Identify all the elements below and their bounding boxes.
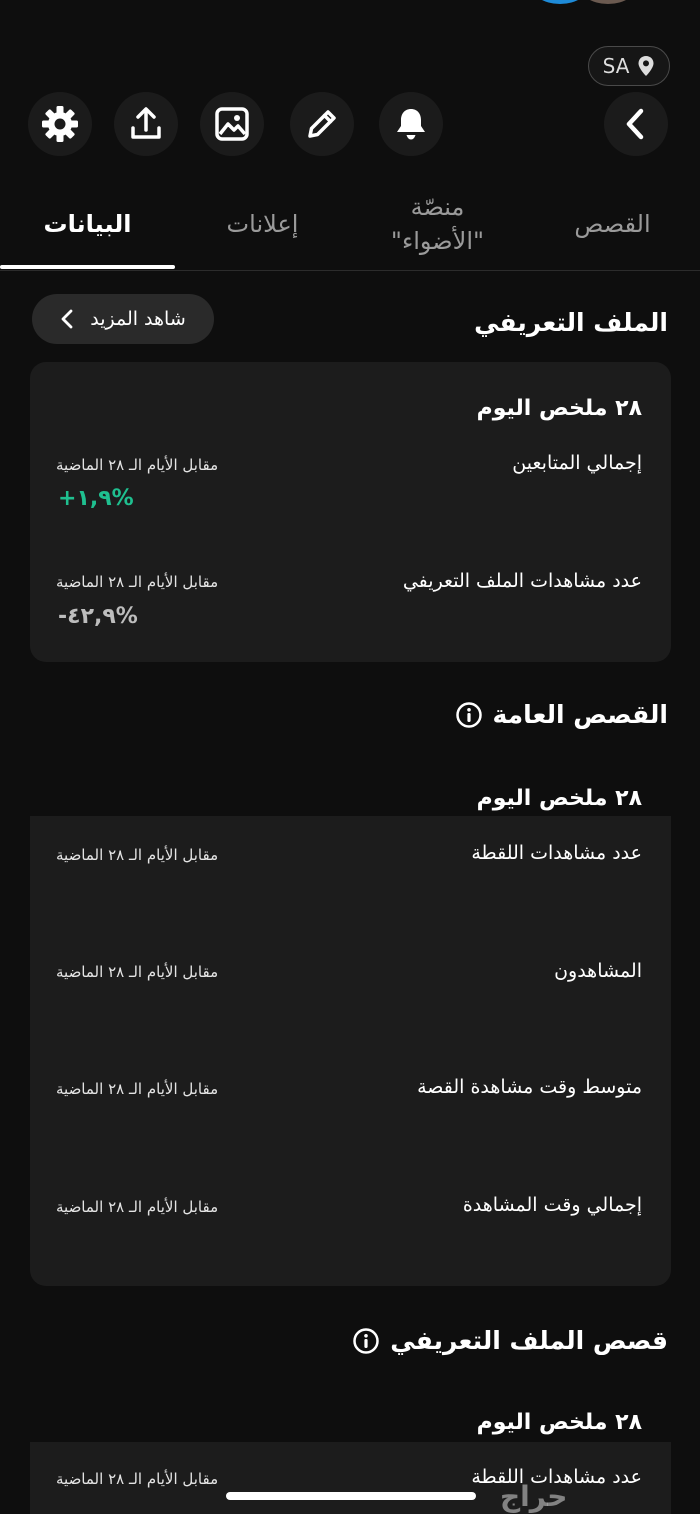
metric-label: متوسط وقت مشاهدة القصة [417, 1076, 642, 1098]
settings-icon [40, 104, 80, 144]
edit-icon [302, 104, 342, 144]
section-title-text: قصص الملف التعريفي [390, 1326, 668, 1355]
metric-label: المشاهدون [554, 960, 642, 982]
section-title-text: القصص العامة [492, 700, 668, 729]
location-pin-icon [637, 55, 655, 77]
avatar[interactable] [578, 0, 638, 4]
home-indicator[interactable] [226, 1492, 476, 1500]
location-chip[interactable] [588, 46, 670, 86]
gallery-button[interactable] [200, 92, 264, 156]
see-more-button[interactable] [32, 294, 214, 344]
watermark: حراج [500, 1480, 568, 1513]
metric-label: عدد مشاهدات اللقطة [471, 842, 642, 864]
metric-compare-text: مقابل الأيام الـ ٢٨ الماضية [56, 846, 219, 864]
back-button[interactable] [604, 92, 668, 156]
public-stories-section-title [455, 700, 669, 729]
tab-label: البيانات [43, 210, 132, 238]
metric-compare-text: مقابل الأيام الـ ٢٨ الماضية [56, 1470, 219, 1488]
tab-label: منصّة "الأضواء" [390, 193, 485, 255]
see-more-label: شاهد المزيد [90, 308, 186, 330]
metric-label: عدد مشاهدات اللقطة [471, 1466, 642, 1488]
upload-icon [126, 104, 166, 144]
image-icon [212, 104, 252, 144]
metric-label: إجمالي وقت المشاهدة [462, 1194, 642, 1216]
settings-button[interactable] [28, 92, 92, 156]
metric-compare-text: مقابل الأيام الـ ٢٨ الماضية [56, 573, 219, 591]
tab-stories[interactable] [525, 178, 700, 270]
location-code: SA [602, 54, 630, 78]
tab-label: إعلانات [226, 210, 299, 238]
bell-icon [391, 104, 431, 144]
edit-button[interactable] [290, 92, 354, 156]
metric-compare-text: مقابل الأيام الـ ٢٨ الماضية [56, 456, 219, 474]
summary-title: ٢٨ ملخص اليوم [476, 1410, 642, 1435]
profile-stories-section-title [352, 1326, 668, 1355]
share-button[interactable] [114, 92, 178, 156]
active-tab-indicator [0, 265, 175, 269]
tab-insights[interactable] [0, 178, 175, 270]
tab-spotlight[interactable] [350, 178, 525, 270]
summary-title: ٢٨ ملخص اليوم [476, 396, 642, 421]
metric-label: عدد مشاهدات الملف التعريفي [402, 570, 642, 592]
metric-change: -٤٢,٩% [58, 604, 138, 629]
avatar[interactable] [530, 0, 590, 4]
tab-label: القصص [574, 210, 651, 238]
tab-ads[interactable] [175, 178, 350, 270]
back-chevron-icon [616, 104, 656, 144]
notifications-button[interactable] [379, 92, 443, 156]
info-icon[interactable] [455, 701, 483, 729]
metric-label: إجمالي المتابعين [512, 452, 642, 474]
metric-change: +١,٩% [58, 486, 134, 511]
info-icon[interactable] [352, 1327, 380, 1355]
section-title-text: الملف التعريفي [474, 308, 668, 337]
metric-compare-text: مقابل الأيام الـ ٢٨ الماضية [56, 1080, 219, 1098]
metric-compare-text: مقابل الأيام الـ ٢٨ الماضية [56, 963, 219, 981]
chevron-left-icon [60, 309, 74, 329]
profile-section-title [474, 308, 668, 337]
tab-bar [0, 178, 700, 271]
summary-title: ٢٨ ملخص اليوم [476, 786, 642, 811]
metric-compare-text: مقابل الأيام الـ ٢٨ الماضية [56, 1198, 219, 1216]
